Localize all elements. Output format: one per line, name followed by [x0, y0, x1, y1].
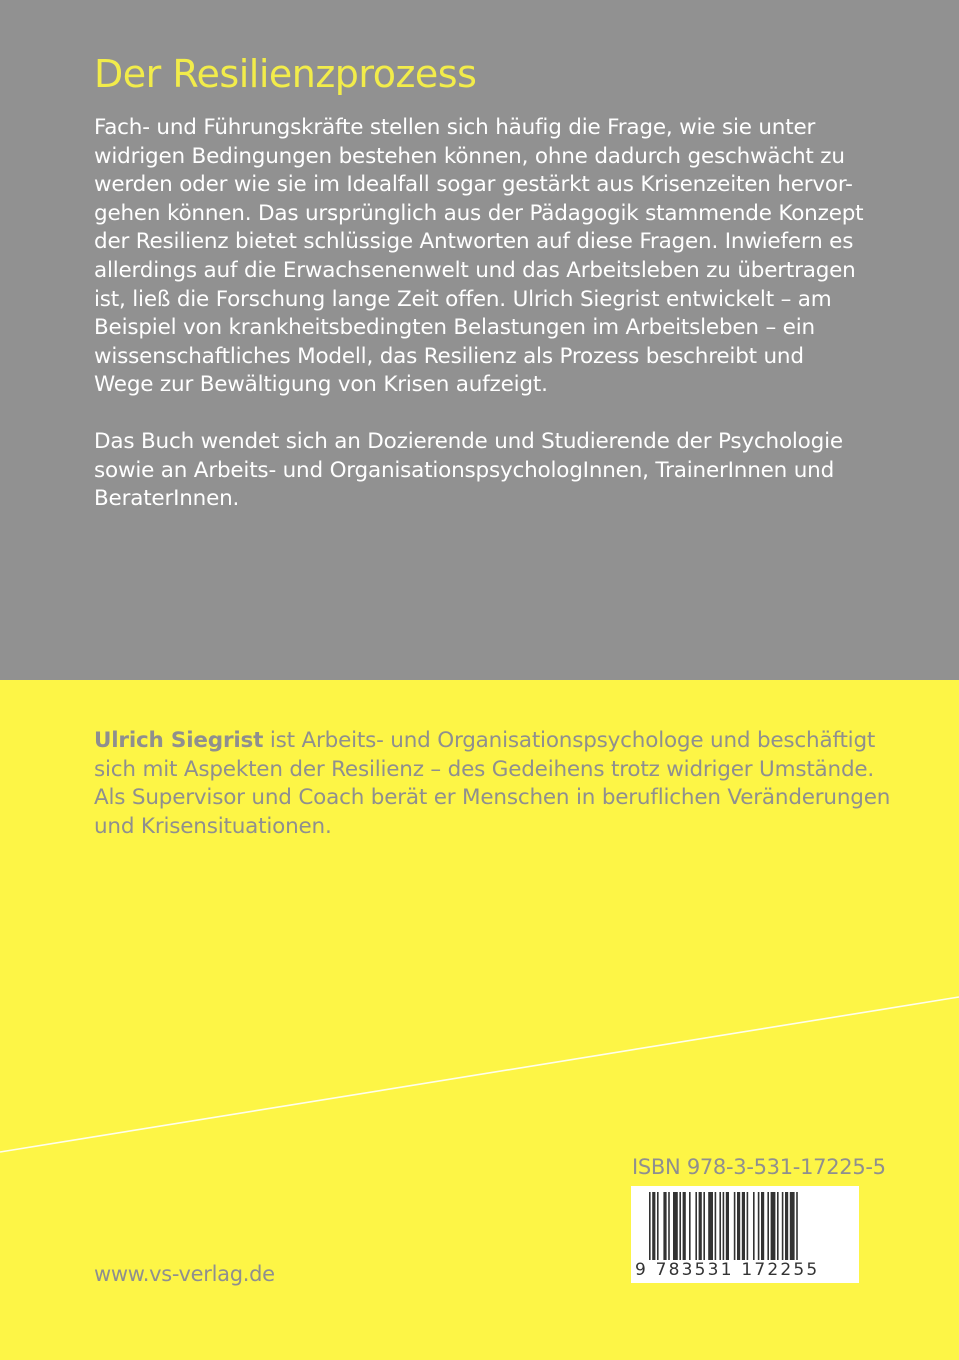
- barcode-bar: [657, 1192, 659, 1260]
- barcode-bar: [737, 1192, 740, 1260]
- description-line: Fach- und Führungskräfte stellen sich häufig die Frage, wie sie unter: [94, 115, 816, 140]
- barcode-bar: [767, 1192, 769, 1260]
- description-line: werden oder wie sie im Idealfall sogar gestärkt aus Krisenzeiten hervor-: [94, 172, 853, 198]
- description-line: widrigen Bedingungen bestehen können, ohne dadurch geschwächt zu: [94, 143, 845, 169]
- barcode-bar: [679, 1192, 681, 1260]
- barcode-bar: [796, 1192, 798, 1260]
- barcode-bar: [777, 1192, 779, 1260]
- isbn-label: ISBN 978-3-531-17225-5: [632, 1155, 886, 1179]
- barcode-bar: [695, 1192, 697, 1260]
- description-line: Beispiel von krankheitsbedingten Belastungen im Arbeitsleben – ein: [94, 315, 815, 341]
- bio-line: Als Supervisor und Coach berät er Menschen in beruflichen Veränderungen: [94, 785, 891, 811]
- description-line: gehen können. Das ursprünglich aus der Pädagogik stammende Konzept: [94, 200, 864, 226]
- barcode-bar: [734, 1192, 736, 1260]
- barcode-bar: [699, 1192, 702, 1260]
- author-name: Ulrich Siegrist: [94, 728, 264, 753]
- audience-line: sowie an Arbeits- und OrganisationspsychologInnen, TrainerInnen und: [94, 457, 835, 483]
- barcode-bar: [715, 1192, 717, 1260]
- publisher-website: www.vs-verlag.de: [94, 1262, 275, 1286]
- barcode-bar: [668, 1192, 670, 1260]
- barcode-bar: [703, 1192, 705, 1260]
- barcode-bar: [726, 1192, 729, 1260]
- author-bio: [94, 727, 914, 841]
- barcode-bar: [649, 1192, 651, 1260]
- bio-first-line-text: ist Arbeits- und Organisationspsychologe und beschäftigt: [263, 728, 876, 753]
- barcode-bar: [753, 1192, 755, 1260]
- book-title: Der Resilienzprozess: [94, 52, 477, 96]
- description-line: Wege zur Bewältigung von Krisen aufzeigt.: [94, 372, 548, 398]
- barcode-bar: [747, 1192, 749, 1260]
- barcode: [631, 1186, 859, 1283]
- barcode-bar: [673, 1192, 678, 1260]
- barcode-bar: [790, 1192, 795, 1260]
- barcode-bar: [782, 1192, 784, 1260]
- barcode-graphic: [631, 1186, 859, 1283]
- audience-line: Das Buch wendet sich an Dozierende und Studierende der Psychologie: [94, 429, 843, 454]
- barcode-bar: [719, 1192, 721, 1260]
- description-line: allerdings auf die Erwachsenenwelt und das Arbeitsleben zu übertragen: [94, 257, 856, 283]
- description-line: der Resilienz bietet schlüssige Antworten auf diese Fragen. Inwiefern es: [94, 229, 854, 255]
- barcode-bar: [683, 1192, 686, 1260]
- barcode-bar: [689, 1192, 691, 1260]
- barcode-bar: [708, 1192, 713, 1260]
- bio-line: sich mit Aspekten der Resilienz – des Gedeihens trotz widriger Umstände.: [94, 756, 875, 782]
- barcode-bar: [771, 1192, 776, 1260]
- barcode-bar: [742, 1192, 745, 1260]
- description-line: ist, ließ die Forschung lange Zeit offen. Ulrich Siegrist entwickelt – am: [94, 286, 832, 312]
- barcode-bar: [758, 1192, 760, 1260]
- barcode-bar: [785, 1192, 788, 1260]
- barcode-bar: [723, 1192, 725, 1260]
- barcode-digits: 9 783531 172255: [635, 1260, 820, 1280]
- barcode-bar: [652, 1192, 655, 1260]
- barcode-bar: [663, 1192, 666, 1260]
- bio-line: und Krisensituationen.: [94, 813, 332, 839]
- description-paragraph: [94, 114, 894, 400]
- audience-line: BeraterInnen.: [94, 486, 240, 512]
- bio-first-line: [94, 727, 914, 756]
- barcode-bar: [761, 1192, 764, 1260]
- audience-paragraph: [94, 428, 894, 514]
- description-line: wissenschaftliches Modell, das Resilienz als Prozess beschreibt und: [94, 343, 804, 369]
